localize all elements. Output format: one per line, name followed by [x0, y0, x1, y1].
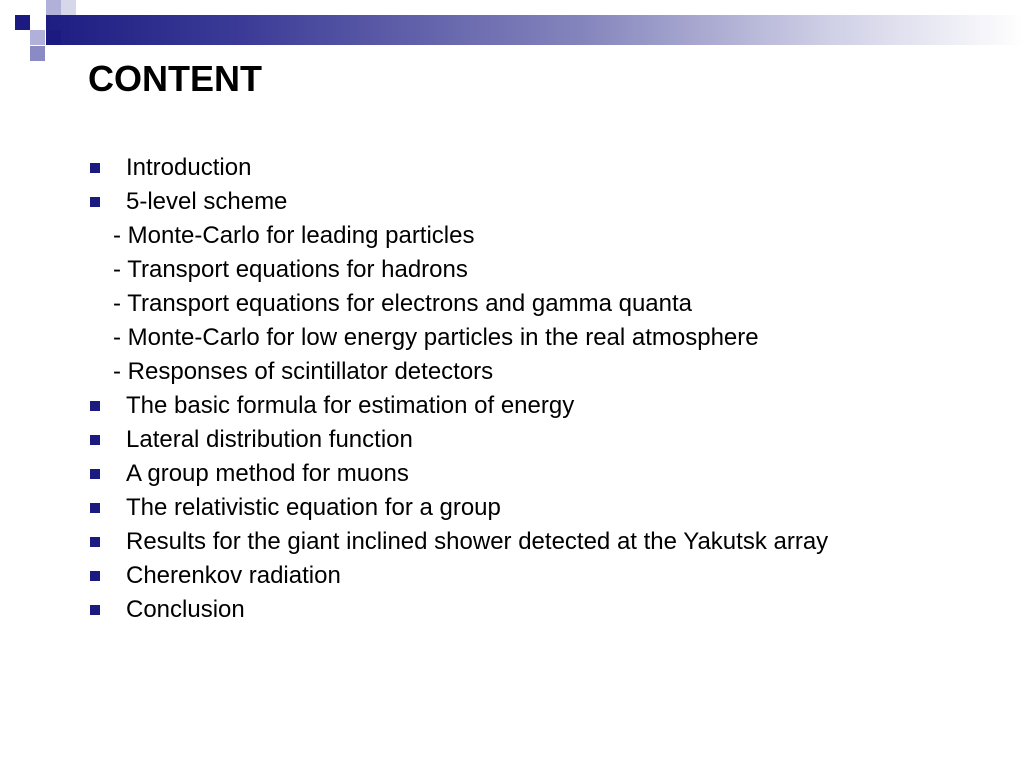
bullet-square-icon [90, 605, 100, 615]
decor-square [30, 46, 45, 61]
bullet-item [88, 460, 908, 488]
bullet-item [88, 528, 908, 556]
bullet-square-icon [90, 503, 100, 513]
sub-item [88, 256, 908, 284]
item-text: Introduction [126, 154, 252, 181]
bullet-square-icon [90, 571, 100, 581]
sub-item [88, 290, 908, 318]
bullet-square-icon [90, 537, 100, 547]
bullet-square-icon [90, 435, 100, 445]
decor-square [30, 0, 45, 15]
bullet-item [88, 392, 908, 420]
sub-item [88, 324, 908, 352]
sub-item [88, 358, 908, 386]
item-text: - Monte-Carlo for low energy particles in the real atmosphere [113, 324, 759, 351]
item-text: 5-level scheme [126, 188, 288, 215]
item-text: - Monte-Carlo for leading particles [113, 222, 475, 249]
bullet-item [88, 154, 908, 182]
decor-square [15, 15, 30, 30]
bullet-item [88, 562, 908, 590]
bullet-square-icon [90, 401, 100, 411]
item-text: Results for the giant inclined shower detected at the Yakutsk array [126, 528, 829, 555]
bullet-item [88, 596, 908, 624]
sub-item [88, 222, 908, 250]
item-text: - Transport equations for electrons and gamma quanta [113, 290, 692, 317]
item-text: Lateral distribution function [126, 426, 413, 453]
slide-title: CONTENT [88, 58, 262, 99]
gradient-band [46, 15, 1024, 45]
bullet-item [88, 426, 908, 454]
item-text: Conclusion [126, 596, 245, 623]
content-list [88, 154, 908, 630]
item-text: Cherenkov radiation [126, 562, 341, 589]
decor-square [61, 0, 76, 15]
bullet-item [88, 188, 908, 216]
bullet-square-icon [90, 163, 100, 173]
decor-square [30, 30, 45, 45]
bullet-square-icon [90, 197, 100, 207]
item-text: - Responses of scintillator detectors [113, 358, 494, 385]
bullet-item [88, 494, 908, 522]
item-text: A group method for muons [126, 460, 409, 487]
item-text: The relativistic equation for a group [126, 494, 501, 521]
item-text: - Transport equations for hadrons [113, 256, 468, 283]
item-text: The basic formula for estimation of energy [126, 392, 575, 419]
decor-square [46, 0, 61, 15]
bullet-square-icon [90, 469, 100, 479]
decor-square [46, 30, 61, 45]
